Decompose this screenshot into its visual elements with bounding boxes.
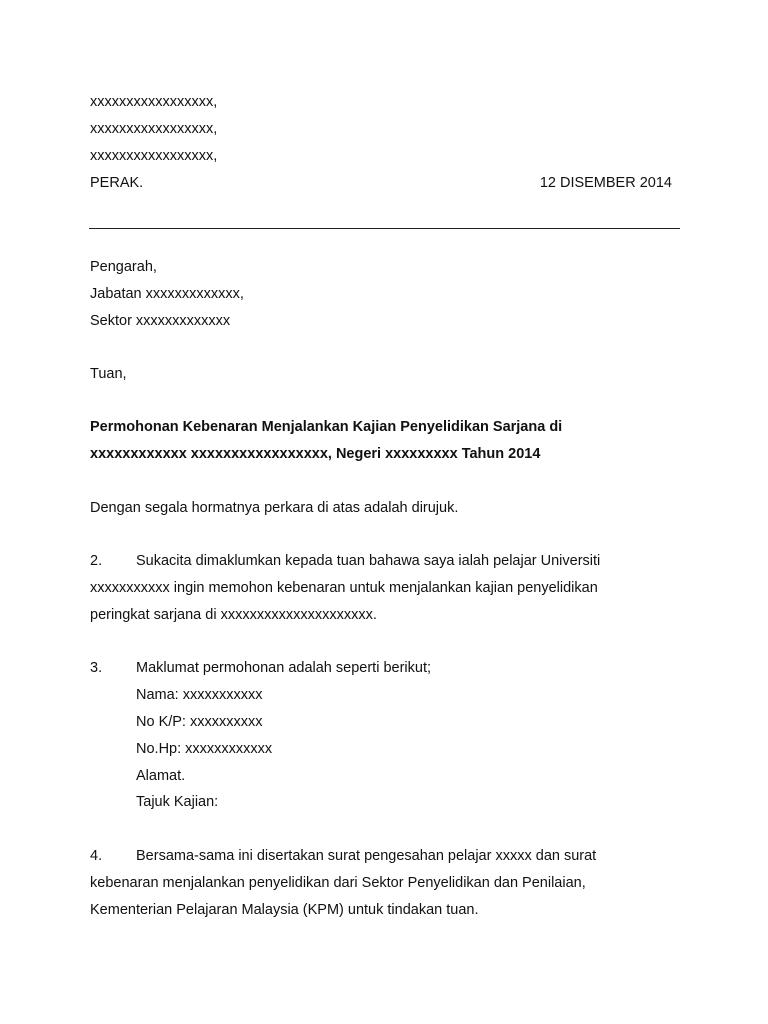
para2-line-3: peringkat sarjana di xxxxxxxxxxxxxxxxxxxxx. bbox=[90, 607, 377, 623]
para3-number: 3. bbox=[90, 660, 103, 676]
subject-line-2: xxxxxxxxxxxx xxxxxxxxxxxxxxxxx, Negeri xxxxxxxxx Tahun 2014 bbox=[90, 446, 541, 462]
sender-address-line-3: xxxxxxxxxxxxxxxxx, bbox=[90, 148, 218, 164]
recipient-line-1: Pengarah, bbox=[90, 259, 157, 275]
para2-line-1: Sukacita dimaklumkan kepada tuan bahawa saya ialah pelajar Universiti bbox=[136, 553, 601, 569]
salutation: Tuan, bbox=[90, 366, 127, 382]
para3-intro: Maklumat permohonan adalah seperti berikut; bbox=[136, 660, 431, 676]
para3-item-address: Alamat. bbox=[136, 768, 186, 784]
para3-item-phone: No.Hp: xxxxxxxxxxxx bbox=[136, 741, 273, 757]
para3-item-title: Tajuk Kajian: bbox=[136, 794, 219, 810]
para4-line-2: kebenaran menjalankan penyelidikan dari Sektor Penyelidikan dan Penilaian, bbox=[90, 875, 586, 891]
para2-line-2: xxxxxxxxxxx ingin memohon kebenaran untuk menjalankan kajian penyelidikan bbox=[90, 580, 598, 596]
para4-line-3: Kementerian Pelajaran Malaysia (KPM) untuk tindakan tuan. bbox=[90, 902, 479, 918]
sender-address-line-2: xxxxxxxxxxxxxxxxx, bbox=[90, 121, 218, 137]
para4-number: 4. bbox=[90, 848, 103, 864]
para2-number: 2. bbox=[90, 553, 103, 569]
opening-sentence: Dengan segala hormatnya perkara di atas adalah dirujuk. bbox=[90, 500, 459, 516]
recipient-line-2: Jabatan xxxxxxxxxxxxx, bbox=[90, 286, 244, 302]
subject-line-1: Permohonan Kebenaran Menjalankan Kajian Penyelidikan Sarjana di bbox=[90, 419, 563, 435]
letter-date: 12 DISEMBER 2014 bbox=[539, 175, 672, 191]
sender-state: PERAK. bbox=[90, 175, 144, 191]
para3-item-name: Nama: xxxxxxxxxxx bbox=[136, 687, 263, 703]
sender-address-line-1: xxxxxxxxxxxxxxxxx, bbox=[90, 94, 218, 110]
recipient-line-3: Sektor xxxxxxxxxxxxx bbox=[90, 313, 231, 329]
para3-item-ic: No K/P: xxxxxxxxxx bbox=[136, 714, 263, 730]
para4-line-1: Bersama-sama ini disertakan surat pengesahan pelajar xxxxx dan surat bbox=[136, 848, 597, 864]
header-divider bbox=[89, 228, 680, 229]
